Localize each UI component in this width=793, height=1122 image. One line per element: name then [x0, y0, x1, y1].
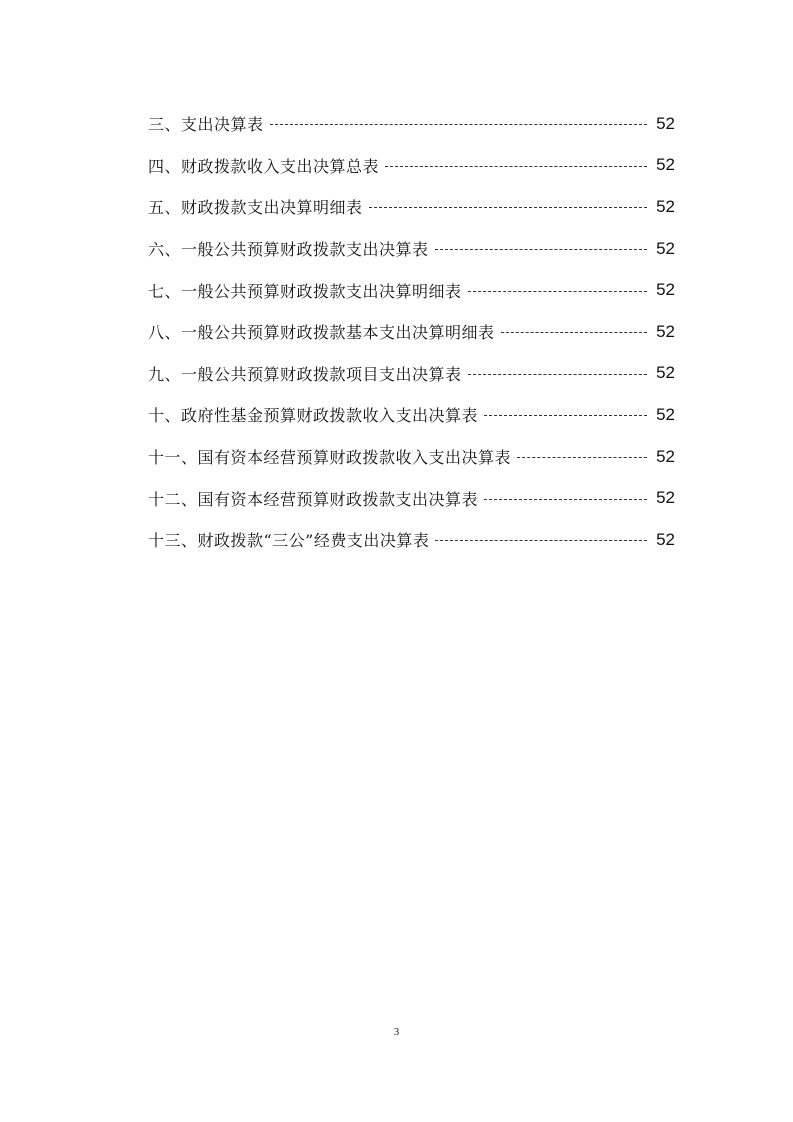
toc-entry-page: 52 — [656, 155, 675, 175]
toc-leader-dashes — [385, 166, 647, 167]
toc-entry[interactable] — [148, 477, 675, 519]
toc-entry-page: 52 — [656, 363, 675, 383]
toc-entry-title: 六、一般公共预算财政拨款支出决算表 — [148, 240, 429, 260]
toc-entry[interactable] — [148, 353, 675, 395]
toc-entry-title: 十一、国有资本经营预算财政拨款收入支出决算表 — [148, 448, 512, 468]
toc-entry-title: 九、一般公共预算财政拨款项目支出决算表 — [148, 364, 462, 384]
toc-leader-dashes — [369, 207, 647, 208]
toc-leader-dashes — [484, 415, 647, 416]
toc-entry[interactable] — [148, 269, 675, 311]
toc-leader-dashes — [270, 124, 647, 125]
toc-leader-dashes — [484, 499, 647, 500]
toc-leader-dashes — [468, 291, 647, 292]
toc-entry-page: 52 — [656, 529, 675, 549]
toc-entry-title: 四、财政拨款收入支出决算总表 — [148, 156, 380, 176]
toc-entry-page: 52 — [656, 321, 675, 341]
toc-entry[interactable] — [148, 186, 675, 228]
toc-entry-title: 八、一般公共预算财政拨款基本支出决算明细表 — [148, 323, 495, 343]
toc-entry-page: 52 — [656, 404, 675, 424]
toc-entry-title: 十、政府性基金预算财政拨款收入支出决算表 — [148, 406, 479, 426]
toc-entry-title: 七、一般公共预算财政拨款支出决算明细表 — [148, 281, 462, 301]
toc-leader-dashes — [468, 374, 647, 375]
page-number: 3 — [393, 1026, 400, 1038]
toc-leader-dashes — [435, 249, 647, 250]
toc-entry-page: 52 — [656, 113, 675, 133]
toc-entry-page: 52 — [656, 488, 675, 508]
toc-entry[interactable] — [148, 311, 675, 353]
toc-entry-title: 五、财政拨款支出决算明细表 — [148, 198, 363, 218]
toc-entry-page: 52 — [656, 238, 675, 258]
toc-entry-page: 52 — [656, 280, 675, 300]
toc-entry[interactable] — [148, 436, 675, 478]
toc-entry[interactable] — [148, 145, 675, 187]
toc-entry-title: 十二、国有资本经营预算财政拨款支出决算表 — [148, 489, 479, 509]
toc-entry-title: 十三、财政拨款“三公”经费支出决算表 — [148, 531, 430, 551]
toc-entry[interactable] — [148, 103, 675, 145]
toc-entry-page: 52 — [656, 446, 675, 466]
toc-entry-title: 三、支出决算表 — [148, 115, 264, 135]
toc-entry[interactable] — [148, 519, 675, 561]
toc-leader-dashes — [501, 332, 647, 333]
table-of-contents — [148, 103, 675, 561]
toc-leader-dashes — [517, 457, 647, 458]
toc-entry[interactable] — [148, 394, 675, 436]
toc-entry-page: 52 — [656, 196, 675, 216]
toc-entry[interactable] — [148, 228, 675, 270]
toc-leader-dashes — [435, 540, 647, 541]
